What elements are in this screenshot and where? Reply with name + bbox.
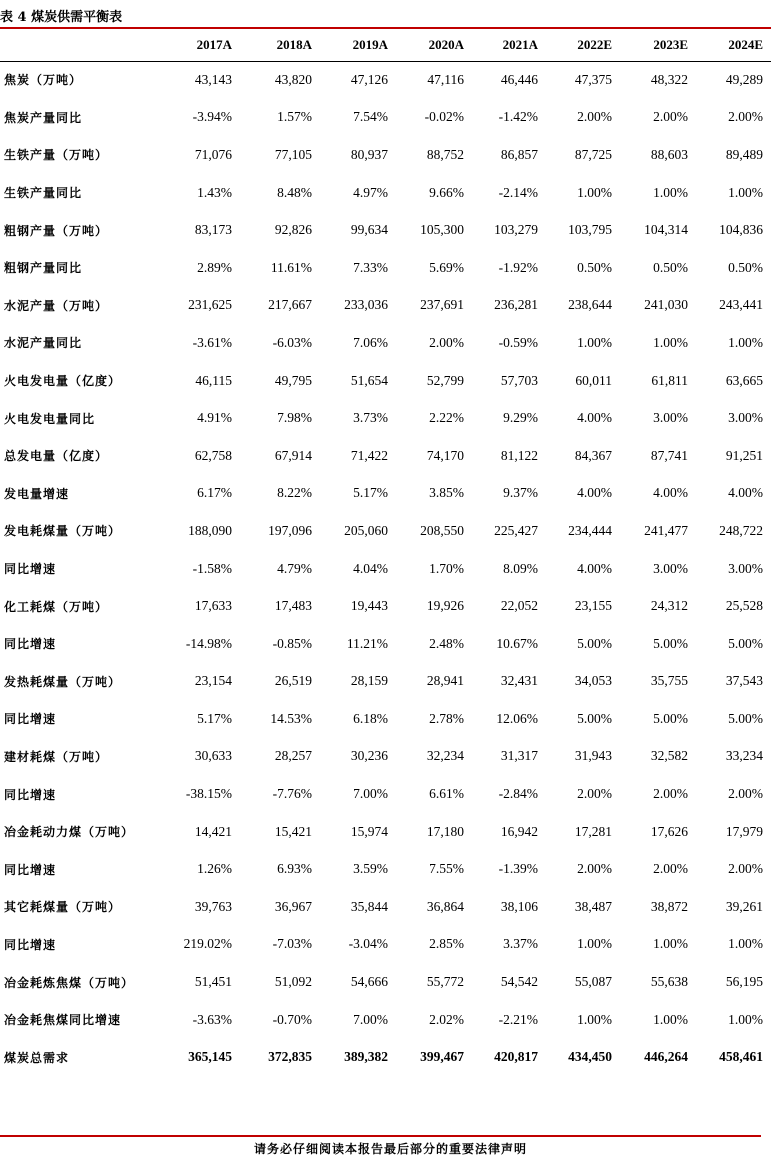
value-cell: 71,422 (350, 447, 388, 463)
value-cell: 17,626 (650, 823, 688, 839)
value-cell: 8.09% (503, 560, 538, 576)
value-cell: 3.73% (353, 410, 388, 426)
value-cell: 89,489 (725, 146, 763, 162)
value-cell: 17,633 (194, 598, 232, 614)
row-label: 粗钢产量（万吨） (4, 223, 109, 238)
table-row (0, 888, 771, 926)
value-cell: 38,106 (500, 898, 538, 914)
value-cell: -38.15% (185, 786, 232, 802)
value-cell: 28,941 (426, 673, 464, 689)
value-cell: 219.02% (183, 936, 232, 952)
table-row (0, 550, 771, 588)
value-cell: 54,542 (500, 974, 538, 990)
value-cell: -0.59% (498, 334, 538, 350)
table-row (0, 362, 771, 400)
value-cell: 4.79% (277, 560, 312, 576)
value-cell: 6.61% (429, 786, 464, 802)
value-cell: 31,317 (500, 748, 538, 764)
value-cell: 399,467 (420, 1049, 464, 1065)
table-row (0, 211, 771, 249)
value-cell: 458,461 (719, 1049, 763, 1065)
value-cell: 0.50% (653, 259, 688, 275)
value-cell: 71,076 (194, 146, 232, 162)
table-row (0, 587, 771, 625)
value-cell: 7.33% (353, 259, 388, 275)
column-header: 2022E (577, 36, 612, 52)
value-cell: 103,795 (568, 222, 612, 238)
value-cell: 36,864 (426, 898, 464, 914)
value-cell: 4.04% (353, 560, 388, 576)
value-cell: 55,087 (574, 974, 612, 990)
value-cell: 9.37% (503, 485, 538, 501)
value-cell: 2.00% (653, 109, 688, 125)
value-cell: 5.00% (577, 635, 612, 651)
value-cell: 3.37% (503, 936, 538, 952)
column-header: 2017A (196, 36, 232, 52)
table-row (0, 437, 771, 475)
value-cell: 1.70% (429, 560, 464, 576)
value-cell: 87,725 (574, 146, 612, 162)
value-cell: 225,427 (494, 522, 538, 538)
value-cell: 38,487 (574, 898, 612, 914)
value-cell: 55,638 (650, 974, 688, 990)
value-cell: -6.03% (272, 334, 312, 350)
value-cell: 15,974 (350, 823, 388, 839)
value-cell: 23,154 (194, 673, 232, 689)
value-cell: 24,312 (650, 598, 688, 614)
value-cell: -1.42% (498, 109, 538, 125)
value-cell: 54,666 (350, 974, 388, 990)
value-cell: 83,173 (194, 222, 232, 238)
value-cell: 28,257 (274, 748, 312, 764)
value-cell: 9.66% (429, 184, 464, 200)
value-cell: 62,758 (194, 447, 232, 463)
value-cell: 6.18% (353, 710, 388, 726)
value-cell: 55,772 (426, 974, 464, 990)
value-cell: 248,722 (719, 522, 763, 538)
value-cell: 34,053 (574, 673, 612, 689)
value-cell: 84,367 (574, 447, 612, 463)
row-label: 火电发电量同比 (4, 411, 96, 426)
value-cell: 92,826 (274, 222, 312, 238)
value-cell: 2.00% (728, 786, 763, 802)
value-cell: 63,665 (725, 372, 763, 388)
value-cell: 31,943 (574, 748, 612, 764)
row-label: 发热耗煤量（万吨） (4, 674, 122, 689)
value-cell: -3.61% (192, 334, 232, 350)
value-cell: 236,281 (494, 297, 538, 313)
value-cell: 5.17% (197, 710, 232, 726)
value-cell: 4.91% (197, 410, 232, 426)
value-cell: 0.50% (728, 259, 763, 275)
row-label: 生铁产量（万吨） (4, 148, 109, 163)
value-cell: 11.61% (270, 259, 312, 275)
value-cell: 77,105 (274, 146, 312, 162)
value-cell: 61,811 (651, 372, 688, 388)
column-header: 2023E (653, 36, 688, 52)
table-row (0, 99, 771, 137)
value-cell: 88,752 (426, 146, 464, 162)
table-row (0, 512, 771, 550)
value-cell: 5.00% (728, 710, 763, 726)
table-row (0, 475, 771, 513)
value-cell: 30,633 (194, 748, 232, 764)
value-cell: 17,180 (426, 823, 464, 839)
value-cell: 87,741 (650, 447, 688, 463)
value-cell: -14.98% (185, 635, 232, 651)
table-row (0, 625, 771, 663)
table-row (0, 324, 771, 362)
value-cell: 32,234 (426, 748, 464, 764)
value-cell: 3.00% (653, 560, 688, 576)
value-cell: 237,691 (420, 297, 464, 313)
value-cell: 208,550 (420, 522, 464, 538)
value-cell: 46,446 (500, 71, 538, 87)
value-cell: 9.29% (503, 410, 538, 426)
row-label: 冶金耗动力煤（万吨） (4, 825, 135, 840)
row-label: 同比增速 (4, 862, 57, 877)
value-cell: 22,052 (500, 598, 538, 614)
value-cell: 1.00% (728, 936, 763, 952)
row-label: 生铁产量同比 (4, 186, 83, 201)
value-cell: 365,145 (188, 1049, 232, 1065)
footer-rule (0, 1135, 761, 1137)
value-cell: 104,836 (719, 222, 763, 238)
value-cell: 80,937 (350, 146, 388, 162)
value-cell: 5.00% (653, 710, 688, 726)
row-label: 其它耗煤量（万吨） (4, 900, 122, 915)
value-cell: 5.00% (653, 635, 688, 651)
table-row (0, 926, 771, 964)
value-cell: -3.94% (192, 109, 232, 125)
value-cell: 3.59% (353, 861, 388, 877)
header-label-cell (0, 28, 158, 61)
value-cell: 1.00% (653, 184, 688, 200)
value-cell: 197,096 (268, 522, 312, 538)
value-cell: 4.00% (728, 485, 763, 501)
value-cell: -3.63% (192, 1011, 232, 1027)
value-cell: 14.53% (270, 710, 312, 726)
value-cell: 17,483 (274, 598, 312, 614)
value-cell: -1.92% (498, 259, 538, 275)
value-cell: 7.00% (353, 1011, 388, 1027)
row-label: 同比增速 (4, 712, 57, 727)
value-cell: 86,857 (500, 146, 538, 162)
value-cell: 56,195 (725, 974, 763, 990)
value-cell: 0.50% (577, 259, 612, 275)
value-cell: 49,289 (725, 71, 763, 87)
table-row (0, 249, 771, 287)
table-row (0, 399, 771, 437)
row-label: 发电耗煤量（万吨） (4, 524, 122, 539)
value-cell: 8.48% (277, 184, 312, 200)
value-cell: 47,375 (574, 71, 612, 87)
table-title: 表 4 煤炭供需平衡表 (0, 10, 123, 25)
value-cell: 4.97% (353, 184, 388, 200)
row-label: 粗钢产量同比 (4, 261, 83, 276)
value-cell: 33,234 (725, 748, 763, 764)
value-cell: 4.00% (577, 410, 612, 426)
value-cell: 52,799 (426, 372, 464, 388)
value-cell: 60,011 (575, 372, 612, 388)
table-header-row (0, 28, 771, 61)
value-cell: 7.54% (353, 109, 388, 125)
value-cell: 17,281 (574, 823, 612, 839)
row-label: 煤炭总需求 (4, 1050, 70, 1065)
value-cell: 39,261 (725, 898, 763, 914)
value-cell: 32,431 (500, 673, 538, 689)
value-cell: 2.00% (728, 861, 763, 877)
value-cell: 88,603 (650, 146, 688, 162)
value-cell: 2.48% (429, 635, 464, 651)
value-cell: 2.02% (429, 1011, 464, 1027)
header-rule (0, 61, 771, 62)
value-cell: -1.58% (192, 560, 232, 576)
value-cell: 8.22% (277, 485, 312, 501)
table-row (0, 61, 771, 99)
table-row (0, 850, 771, 888)
value-cell: 238,644 (568, 297, 612, 313)
value-cell: 48,322 (650, 71, 688, 87)
value-cell: 1.57% (277, 109, 312, 125)
value-cell: 1.00% (653, 334, 688, 350)
value-cell: 217,667 (268, 297, 312, 313)
value-cell: 17,979 (725, 823, 763, 839)
value-cell: 4.00% (653, 485, 688, 501)
value-cell: 2.22% (429, 410, 464, 426)
value-cell: 6.93% (277, 861, 312, 877)
value-cell: 1.00% (577, 936, 612, 952)
value-cell: 51,654 (350, 372, 388, 388)
value-cell: 49,795 (274, 372, 312, 388)
value-cell: 1.00% (653, 936, 688, 952)
value-cell: 2.00% (577, 861, 612, 877)
column-header: 2021A (502, 36, 538, 52)
column-header: 2019A (352, 36, 388, 52)
value-cell: 1.00% (577, 334, 612, 350)
value-cell: 7.55% (429, 861, 464, 877)
row-label: 水泥产量（万吨） (4, 298, 109, 313)
value-cell: 4.00% (577, 560, 612, 576)
value-cell: 3.00% (653, 410, 688, 426)
value-cell: 2.00% (429, 334, 464, 350)
value-cell: 1.00% (577, 1011, 612, 1027)
value-cell: 2.85% (429, 936, 464, 952)
value-cell: 1.00% (728, 184, 763, 200)
value-cell: -7.03% (272, 936, 312, 952)
table-row (0, 775, 771, 813)
value-cell: 241,030 (644, 297, 688, 313)
value-cell: 23,155 (574, 598, 612, 614)
row-label: 总发电量（亿度） (4, 449, 109, 464)
row-label: 焦炭产量同比 (4, 110, 83, 125)
table-row (0, 738, 771, 776)
value-cell: 6.17% (197, 485, 232, 501)
value-cell: 2.00% (653, 861, 688, 877)
row-label: 发电量增速 (4, 486, 70, 501)
legal-notice: 请务必仔细阅读本报告最后部分的重要法律声明 (253, 1142, 527, 1156)
value-cell: 19,926 (426, 598, 464, 614)
value-cell: 205,060 (344, 522, 388, 538)
row-label: 火电发电量（亿度） (4, 374, 122, 389)
value-cell: 434,450 (568, 1049, 612, 1065)
column-header: 2024E (728, 36, 763, 52)
row-label: 冶金耗炼焦煤（万吨） (4, 975, 135, 990)
coal-balance-table (0, 28, 771, 1076)
table-row (0, 700, 771, 738)
value-cell: 5.00% (728, 635, 763, 651)
row-label: 建材耗煤（万吨） (4, 749, 109, 764)
table-row (0, 136, 771, 174)
value-cell: -1.39% (498, 861, 538, 877)
value-cell: 74,170 (426, 447, 464, 463)
value-cell: 51,092 (274, 974, 312, 990)
value-cell: 16,942 (500, 823, 538, 839)
value-cell: 14,421 (194, 823, 232, 839)
value-cell: 3.00% (728, 410, 763, 426)
value-cell: 1.00% (728, 334, 763, 350)
value-cell: -2.14% (498, 184, 538, 200)
value-cell: -3.04% (348, 936, 388, 952)
row-label: 同比增速 (4, 787, 57, 802)
value-cell: 37,543 (725, 673, 763, 689)
row-label: 水泥产量同比 (4, 336, 83, 351)
value-cell: -0.85% (272, 635, 312, 651)
value-cell: 10.67% (496, 635, 538, 651)
value-cell: 36,967 (274, 898, 312, 914)
value-cell: 25,528 (725, 598, 763, 614)
value-cell: 43,143 (194, 71, 232, 87)
value-cell: 2.89% (197, 259, 232, 275)
value-cell: 57,703 (500, 372, 538, 388)
value-cell: -0.02% (424, 109, 464, 125)
value-cell: 26,519 (274, 673, 312, 689)
value-cell: 32,582 (650, 748, 688, 764)
table-row (0, 1038, 771, 1076)
value-cell: 46,115 (195, 372, 232, 388)
value-cell: 420,817 (494, 1049, 538, 1065)
value-cell: 2.00% (728, 109, 763, 125)
value-cell: 19,443 (350, 598, 388, 614)
value-cell: 2.00% (577, 109, 612, 125)
value-cell: 105,300 (420, 222, 464, 238)
column-header: 2020A (428, 36, 464, 52)
value-cell: 5.69% (429, 259, 464, 275)
value-cell: 28,159 (350, 673, 388, 689)
value-cell: 47,126 (350, 71, 388, 87)
value-cell: -2.21% (498, 1011, 538, 1027)
value-cell: 5.17% (353, 485, 388, 501)
value-cell: 231,625 (188, 297, 232, 313)
value-cell: 243,441 (719, 297, 763, 313)
value-cell: 7.98% (277, 410, 312, 426)
value-cell: 2.78% (429, 710, 464, 726)
value-cell: -2.84% (498, 786, 538, 802)
value-cell: 188,090 (188, 522, 232, 538)
value-cell: 446,264 (644, 1049, 688, 1065)
value-cell: 38,872 (650, 898, 688, 914)
value-cell: 5.00% (577, 710, 612, 726)
row-label: 同比增速 (4, 562, 57, 577)
table-row (0, 813, 771, 851)
value-cell: 30,236 (350, 748, 388, 764)
value-cell: 234,444 (568, 522, 612, 538)
value-cell: 12.06% (496, 710, 538, 726)
value-cell: 35,844 (350, 898, 388, 914)
value-cell: 3.00% (728, 560, 763, 576)
value-cell: 3.85% (429, 485, 464, 501)
value-cell: 372,835 (268, 1049, 312, 1065)
value-cell: 1.00% (728, 1011, 763, 1027)
value-cell: -7.76% (272, 786, 312, 802)
value-cell: 1.43% (197, 184, 232, 200)
value-cell: 4.00% (577, 485, 612, 501)
table-body (0, 61, 771, 1076)
table-row (0, 1001, 771, 1039)
value-cell: 99,634 (350, 222, 388, 238)
value-cell: 2.00% (653, 786, 688, 802)
table-row (0, 963, 771, 1001)
value-cell: 39,763 (194, 898, 232, 914)
value-cell: 233,036 (344, 297, 388, 313)
value-cell: 2.00% (577, 786, 612, 802)
value-cell: 7.06% (353, 334, 388, 350)
row-label: 同比增速 (4, 937, 57, 952)
row-label: 冶金耗焦煤同比增速 (4, 1013, 122, 1028)
value-cell: 11.21% (346, 635, 388, 651)
value-cell: 43,820 (274, 71, 312, 87)
value-cell: 7.00% (353, 786, 388, 802)
column-header: 2018A (276, 36, 312, 52)
value-cell: 47,116 (427, 71, 464, 87)
value-cell: 1.00% (653, 1011, 688, 1027)
value-cell: 81,122 (500, 447, 538, 463)
row-label: 焦炭（万吨） (4, 73, 83, 88)
value-cell: 103,279 (494, 222, 538, 238)
row-label: 化工耗煤（万吨） (4, 599, 109, 614)
value-cell: 1.00% (577, 184, 612, 200)
value-cell: 1.26% (197, 861, 232, 877)
value-cell: 35,755 (650, 673, 688, 689)
value-cell: 67,914 (274, 447, 312, 463)
table-row (0, 287, 771, 325)
value-cell: 104,314 (644, 222, 688, 238)
value-cell: 241,477 (644, 522, 688, 538)
value-cell: 15,421 (274, 823, 312, 839)
value-cell: 389,382 (344, 1049, 388, 1065)
table-row (0, 174, 771, 212)
row-label: 同比增速 (4, 637, 57, 652)
value-cell: 51,451 (194, 974, 232, 990)
table-row (0, 663, 771, 701)
value-cell: 91,251 (725, 447, 763, 463)
value-cell: -0.70% (272, 1011, 312, 1027)
